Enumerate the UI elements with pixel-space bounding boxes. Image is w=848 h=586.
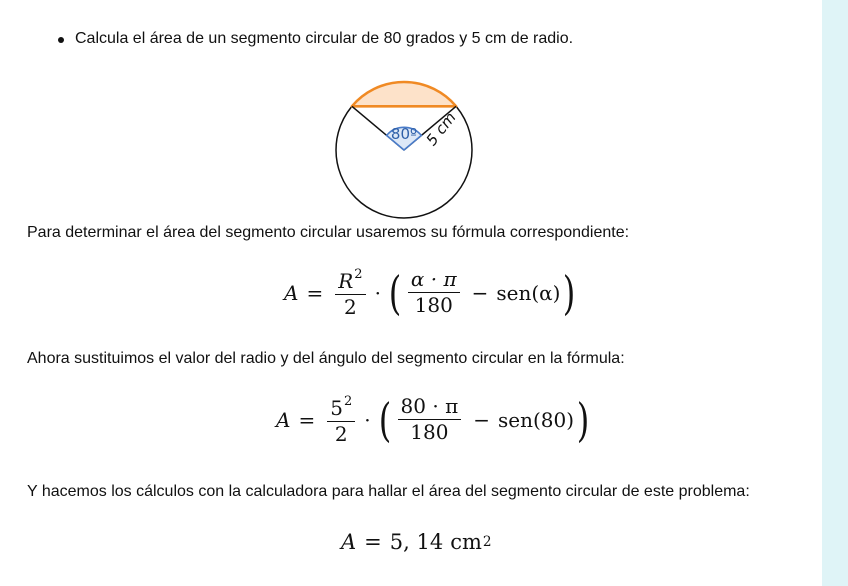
- angle-fraction: [408, 269, 460, 316]
- radius-fraction: [335, 268, 365, 318]
- paragraph-substitution: Ahora sustituimos el valor del radio y del ángulo del segmento circular en la fórmula:: [27, 350, 625, 367]
- substituted-radius-exponent: 2: [343, 394, 353, 409]
- angle-numerator: α · π: [408, 269, 460, 293]
- substituted-radius-fraction: [327, 395, 355, 445]
- sidebar-strip: [822, 0, 848, 586]
- result-unit-exponent: 2: [482, 534, 492, 550]
- substituted-angle-fraction: [398, 396, 462, 443]
- segment-figure: [322, 66, 492, 226]
- angle-denominator: 180: [414, 293, 453, 318]
- exercise-text: Calcula el área de un segmento circular de 80 grados y 5 cm de radio.: [75, 30, 574, 47]
- exercise-list-item: [58, 28, 573, 50]
- radius-denominator: 2: [344, 294, 357, 319]
- formula-general: [284, 265, 578, 320]
- formula-dot: ·: [374, 280, 381, 305]
- right-paren: ): [563, 265, 576, 320]
- angle-label: 80º: [390, 125, 418, 143]
- sine-term: sen(α): [496, 280, 561, 305]
- formula-minus: −: [471, 280, 489, 305]
- substituted-left-paren: (: [378, 392, 391, 447]
- substituted-equals: =: [298, 407, 316, 432]
- result-equals: =: [364, 530, 382, 554]
- circular-segment: [352, 82, 456, 106]
- formula-equals: =: [306, 280, 324, 305]
- substituted-angle-denominator: 180: [410, 420, 449, 445]
- substituted-minus: −: [473, 407, 490, 432]
- left-paren: (: [388, 265, 402, 320]
- radius-symbol: R: [338, 268, 354, 293]
- result-lhs: A: [341, 530, 357, 554]
- substituted-radius-denominator: 2: [334, 421, 348, 446]
- substituted-right-paren: ): [576, 392, 590, 447]
- paragraph-calculation: Y hacemos los cálculos con la calculadora para hallar el área del segmento circular de este problema:: [27, 483, 750, 500]
- substituted-angle-numerator: 80 · π: [398, 396, 462, 420]
- substituted-sine-term: sen(80): [497, 407, 575, 432]
- result-value: 5, 14: [389, 530, 444, 554]
- radius-label: 5 cm: [422, 108, 460, 150]
- formula-result: [341, 530, 492, 554]
- formula-substituted: [276, 392, 592, 447]
- radius-exponent: 2: [354, 267, 363, 282]
- substituted-radius-value: 5: [330, 395, 343, 420]
- paragraph-formula-intro: Para determinar el área del segmento circular usaremos su fórmula correspondiente:: [27, 224, 630, 241]
- substituted-lhs: A: [276, 407, 291, 432]
- bullet-icon: [58, 37, 64, 43]
- formula-lhs: A: [284, 280, 299, 305]
- result-unit: cm: [450, 530, 482, 554]
- substituted-dot: ·: [364, 407, 371, 432]
